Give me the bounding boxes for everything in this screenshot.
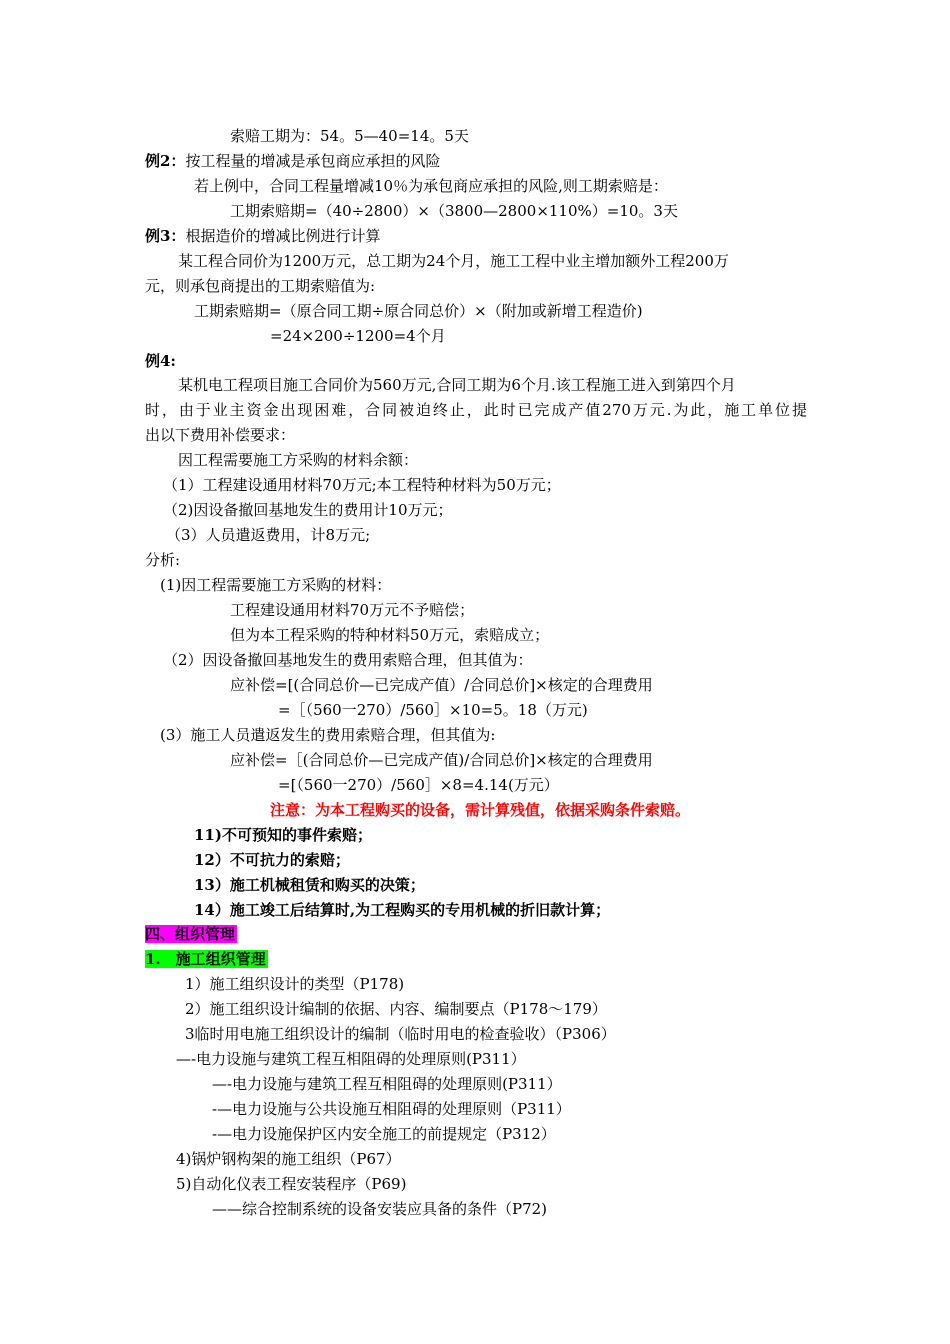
- list-item: 1）施工组织设计的类型（P178): [185, 975, 405, 993]
- formula-line: 工期索赔期=（原合同工期÷原合同总价）×（附加或新增工程造价): [194, 302, 643, 320]
- text-line: 某工程合同价为1200万元，总工期为24个月，施工工程中业主增加额外工程200万: [178, 252, 729, 270]
- example-title: 按工程量的增减是承包商应承担的风险: [185, 152, 441, 170]
- sub-item: -—电力设施保护区内安全施工的前提规定（P312）: [212, 1125, 556, 1143]
- text-line: 某机电工程项目施工合同价为560万元,合同工期为6个月.该工程施工进入到第四个月: [178, 376, 736, 394]
- example-label: 例3：: [145, 227, 186, 245]
- topic-item: 11)不可预知的事件索赔；: [194, 826, 372, 844]
- list-item: (3）施工人员遣返发生的费用索赔合理，但其值为:: [160, 726, 496, 744]
- text-line: 但为本工程采购的特种材料50万元，索赔成立；: [230, 626, 550, 644]
- note-line: 注意：为本工程购买的设备，需计算残值，依据采购条件索赔。: [270, 801, 691, 819]
- formula-line: 应补偿=［(合同总价—已完成产值)/合同总价]×核定的合理费用: [230, 751, 653, 769]
- formula-line: =［（560一270）/560］×10=5。18（万元): [278, 701, 588, 719]
- text-line: 索赔工期为：54。5—40=14。5天: [230, 127, 469, 145]
- text-line: 元，则承包商提出的工期索赔值为:: [145, 277, 376, 295]
- topic-item: 12）不可抗力的索赔；: [194, 851, 350, 869]
- list-item: （3）人员遣返费用，计8万元;: [166, 526, 371, 544]
- section-heading: [145, 923, 237, 945]
- list-item: （1）工程建设通用材料70万元;本工程特种材料为50万元；: [163, 476, 561, 494]
- list-item: 2）施工组织设计编制的依据、内容、编制要点（P178～179）: [185, 1000, 607, 1018]
- sub-item: -—电力设施与公共设施互相阻碍的处理原则（P311）: [212, 1100, 571, 1118]
- section-title: 四、组织管理: [145, 925, 236, 943]
- list-item: （2)因设备撤回基地发生的费用计10万元；: [163, 501, 453, 519]
- text-line: 出以下费用补偿要求：: [145, 426, 296, 444]
- text-line: 若上例中，合同工程量增减10％为承包商应承担的风险,则工期索赔是：: [194, 177, 668, 195]
- list-item: （2）因设备撤回基地发生的费用索赔合理，但其值为：: [163, 651, 533, 669]
- list-item: 4)锅炉钢构架的施工组织（P67）: [176, 1150, 401, 1168]
- list-item: (1)因工程需要施工方采购的材料：: [160, 576, 392, 594]
- example-heading: [145, 225, 380, 247]
- formula-line: 工期索赔期=（40÷2800）×（3800—2800×110%）=10。3天: [230, 202, 678, 220]
- list-item: 5)自动化仪表工程安装程序（P69): [176, 1175, 407, 1193]
- topic-item: 14）施工竣工后结算时,为工程购买的专用机械的折旧款计算；: [194, 901, 611, 919]
- sub-item: ——综合控制系统的设备安装应具备的条件（P72): [212, 1200, 548, 1218]
- text-line: 工程建设通用材料70万元不予赔偿；: [230, 601, 475, 619]
- topic-item: 13）施工机械租赁和购买的决策；: [194, 876, 425, 894]
- example-heading: 例4:: [145, 352, 176, 370]
- formula-line: 应补偿=[(合同总价—已完成产值）/合同总价]×核定的合理费用: [230, 676, 653, 694]
- sub-item: —-电力设施与建筑工程互相阻碍的处理原则(P311）: [212, 1075, 562, 1093]
- example-label: 例2：: [145, 152, 186, 170]
- subsection-heading: [145, 948, 268, 970]
- text-line: 时，由于业主资金出现困难，合同被迫终止，此时已完成产值270万元.为此，施工单位提: [145, 401, 807, 419]
- list-item: 3临时用电施工组织设计的编制（临时用电的检查验收）（P306）: [185, 1025, 616, 1043]
- subsection-title: 1. 施工组织管理: [145, 950, 266, 968]
- sub-item: —-电力设施与建筑工程互相阻碍的处理原则(P311）: [176, 1050, 526, 1068]
- formula-line: =[（560一270）/560］×8=4.14(万元）: [278, 776, 559, 794]
- example-heading: [145, 150, 440, 172]
- analysis-label: 分析:: [145, 551, 181, 569]
- example-title: 根据造价的增减比例进行计算: [185, 227, 381, 245]
- formula-line: =24×200÷1200=4个月: [270, 327, 446, 345]
- text-line: 因工程需要施工方采购的材料余额：: [178, 451, 419, 469]
